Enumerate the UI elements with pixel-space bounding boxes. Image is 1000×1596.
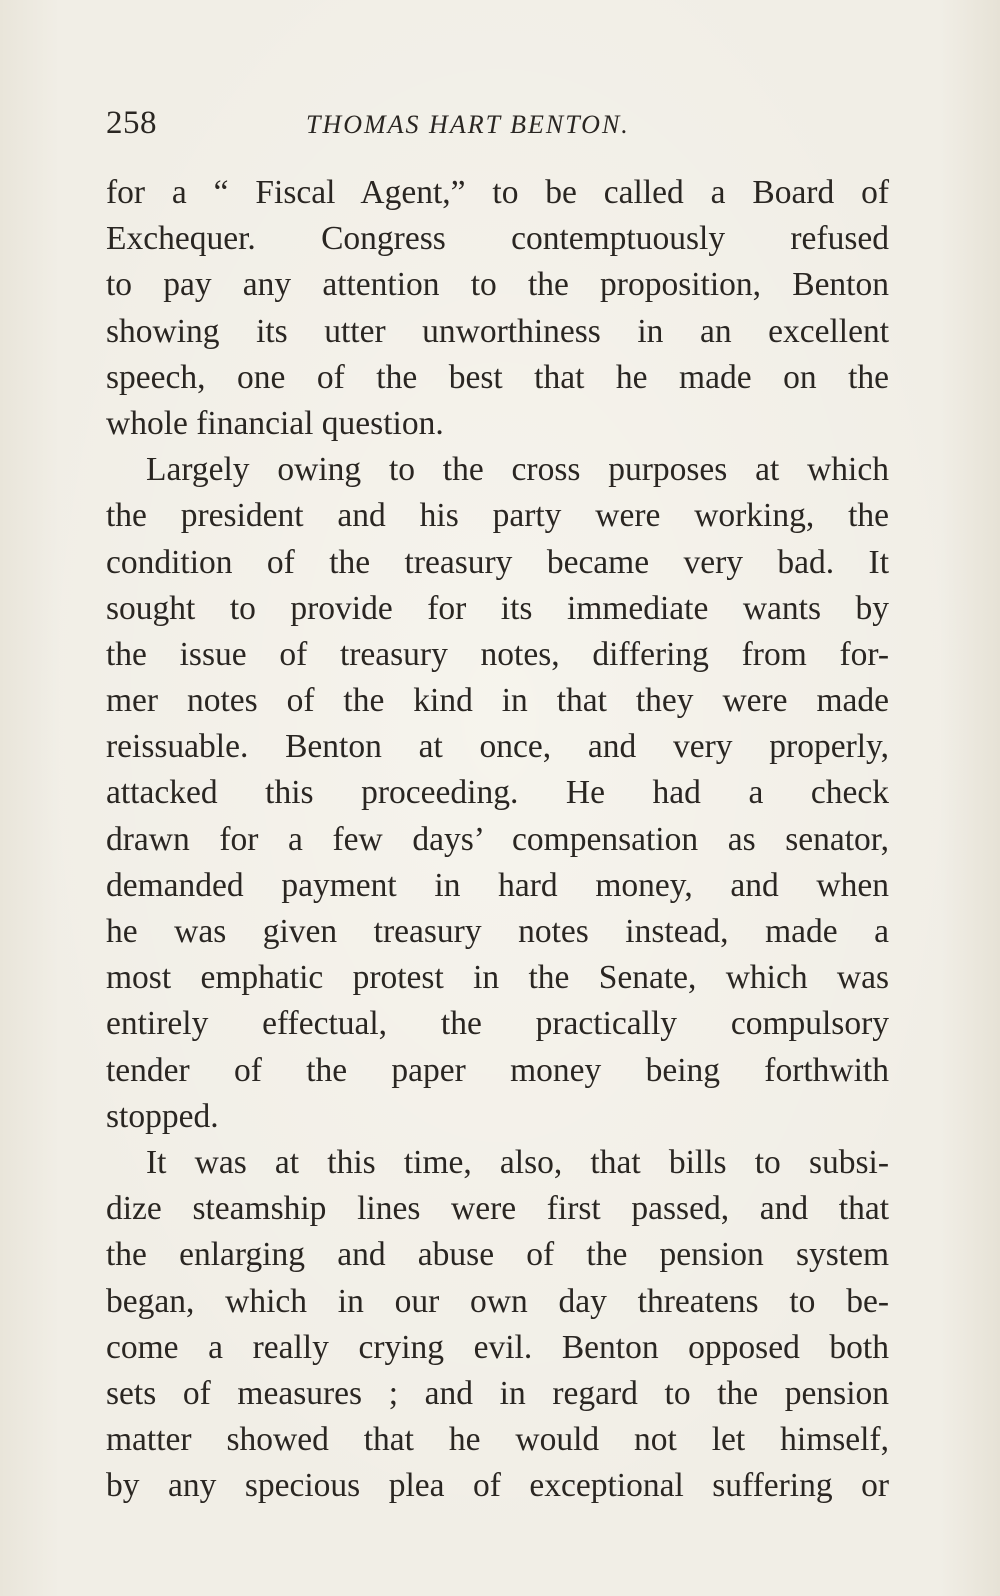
- text-line: for a “ Fiscal Agent,” to be called a Board of: [106, 174, 889, 211]
- text-line: the enlarging and abuse of the pension system: [106, 1236, 889, 1274]
- text-line: mer notes of the kind in that they were made: [106, 682, 889, 720]
- text-line: sets of measures ; and in regard to the pension: [106, 1374, 889, 1412]
- paragraph-1: [106, 170, 889, 447]
- text-line: by any specious plea of exceptional suffering or: [106, 1467, 889, 1505]
- text-line: the issue of treasury notes, differing from for-: [106, 635, 889, 673]
- text-line: tender of the paper money being forthwith: [106, 1051, 889, 1089]
- text-line: speech, one of the best that he made on the: [106, 358, 889, 396]
- text-line: sought to provide for its immediate wants by: [106, 589, 889, 627]
- text-line: he was given treasury notes instead, made a: [106, 913, 889, 950]
- text-line: It was at this time, also, that bills to subsi-: [146, 1143, 889, 1181]
- running-title: THOMAS HART BENTON.: [306, 110, 630, 139]
- text-line: drawn for a few days’ compensation as senator,: [106, 820, 889, 858]
- running-head: [106, 101, 876, 145]
- text-body: [106, 170, 889, 1509]
- paragraph-3: [106, 1140, 889, 1510]
- text-line: showing its utter unworthiness in an excellent: [106, 312, 889, 350]
- text-line: condition of the treasury became very bad. It: [106, 543, 889, 581]
- text-line: most emphatic protest in the Senate, which was: [106, 959, 889, 997]
- text-line: whole financial question.: [106, 404, 444, 442]
- text-line: to pay any attention to the proposition, Benton: [106, 266, 889, 304]
- text-line: reissuable. Benton at once, and very properly,: [106, 728, 889, 766]
- text-line: matter showed that he would not let himself,: [106, 1421, 889, 1459]
- text-line: entirely effectual, the practically compulsory: [106, 1005, 889, 1043]
- text-line: the president and his party were working, the: [106, 497, 889, 535]
- text-line: dize steamship lines were first passed, and that: [106, 1190, 889, 1228]
- text-line: stopped.: [106, 1097, 219, 1135]
- text-line: come a really crying evil. Benton opposed both: [106, 1328, 889, 1366]
- text-line: attacked this proceeding. He had a check: [106, 774, 889, 812]
- text-line: began, which in our own day threatens to be-: [106, 1282, 889, 1320]
- text-line: demanded payment in hard money, and when: [106, 866, 889, 904]
- text-line: Largely owing to the cross purposes at which: [146, 451, 889, 489]
- paragraph-2: [106, 447, 889, 1140]
- text-line: Exchequer. Congress contemptuously refused: [106, 220, 889, 258]
- page-number: 258: [106, 105, 157, 141]
